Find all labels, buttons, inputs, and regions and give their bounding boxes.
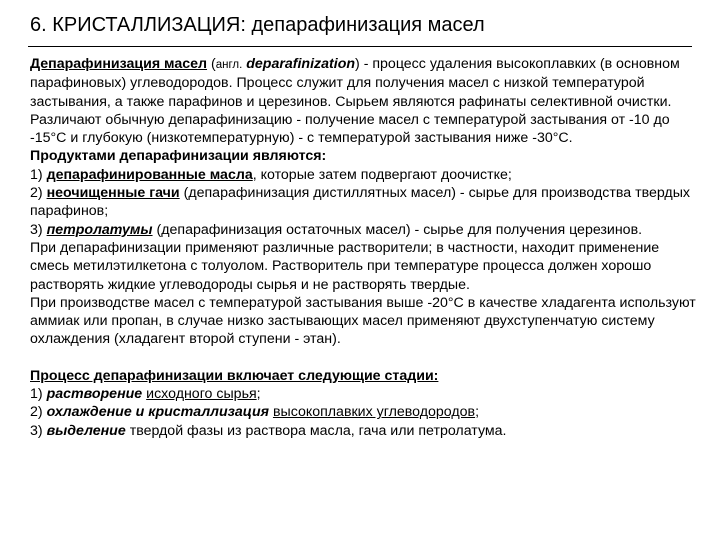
- stage-text: ;: [475, 404, 480, 421]
- slide-title: 6. КРИСТАЛЛИЗАЦИЯ: депарафинизация масел: [30, 14, 485, 36]
- products-header: Продуктами депарафинизации являются:: [30, 148, 327, 165]
- cooling-paragraph: При производстве масел с температурой застывания выше -20°С в качестве хладагента используют аммиак или пропан, в случае низко застывающих масел применяют двухступенчатую систему охлаждения (хладагент второй ступени - этан).: [30, 294, 696, 348]
- product-item-3: [30, 221, 700, 239]
- solvents-paragraph: При депарафинизации применяют различные растворители; в частности, находит применение смесь метилэтилкетона с толуолом. Растворитель при температуре процесса должен хорошо растворять жидкие углеводороды сырья и не растворять твердые.: [30, 239, 660, 293]
- product-item-1: [30, 166, 700, 184]
- definition-term: Депарафинизация масел: [30, 56, 208, 72]
- product-text: , которые затем подвергают доочистке;: [252, 166, 512, 183]
- product-num: 3): [30, 221, 47, 238]
- product-term: депарафинированные масла: [46, 166, 253, 183]
- stage-term: выделение: [46, 422, 126, 439]
- stage-link[interactable]: исходного сырья: [146, 386, 257, 403]
- stages-header: Процесс депарафинизации включает следующие стадии:: [30, 367, 439, 384]
- stage-text: ;: [256, 386, 261, 403]
- stage-item-1: [30, 385, 700, 403]
- stage-num: 3): [30, 422, 47, 439]
- stage-num: 1): [30, 386, 47, 403]
- stage-num: 2): [30, 404, 47, 421]
- title-divider: [28, 46, 692, 47]
- slide-body: [30, 55, 700, 440]
- product-num: 2): [30, 185, 47, 202]
- product-text: (депарафинизация остаточных масел) - сырье для получения церезинов.: [152, 221, 643, 238]
- stage-text: твердой фазы из раствора масла, гача или петролатума.: [125, 422, 507, 439]
- product-text: (депарафинизация дистиллятных масел) - сырье для производства твердых парафинов;: [30, 185, 690, 220]
- spacer: [30, 349, 700, 367]
- product-num: 1): [30, 166, 47, 183]
- stage-term: растворение: [46, 386, 143, 403]
- engl-prefix: (: [207, 56, 216, 72]
- product-item-2: [30, 184, 700, 221]
- stage-item-3: [30, 422, 700, 440]
- stage-term: охлаждение и кристаллизация: [46, 404, 269, 421]
- engl-term: deparafinization: [242, 56, 356, 72]
- stage-link[interactable]: высокоплавких углеводородов: [272, 404, 476, 421]
- product-term: неочищенные гачи: [46, 185, 180, 202]
- definition-paragraph: [30, 55, 700, 147]
- product-term: петролатумы: [46, 221, 153, 238]
- engl-abbr: англ.: [215, 59, 243, 71]
- stage-item-2: [30, 403, 700, 421]
- definition-text: ) - процесс удаления высокоплавких (в основном парафиновых) углеводородов. Процесс служит для получения масел с низкой температурой застывания, а также парафинов и церезинов. Сырьем являются рафинаты селективной очистки. Различают обычную депарафинизацию - получение масел с температурой застывания от -10 до -15°С и глубокую (низкотемпературную) - с температурой застывания ниже -30°С.: [30, 56, 680, 147]
